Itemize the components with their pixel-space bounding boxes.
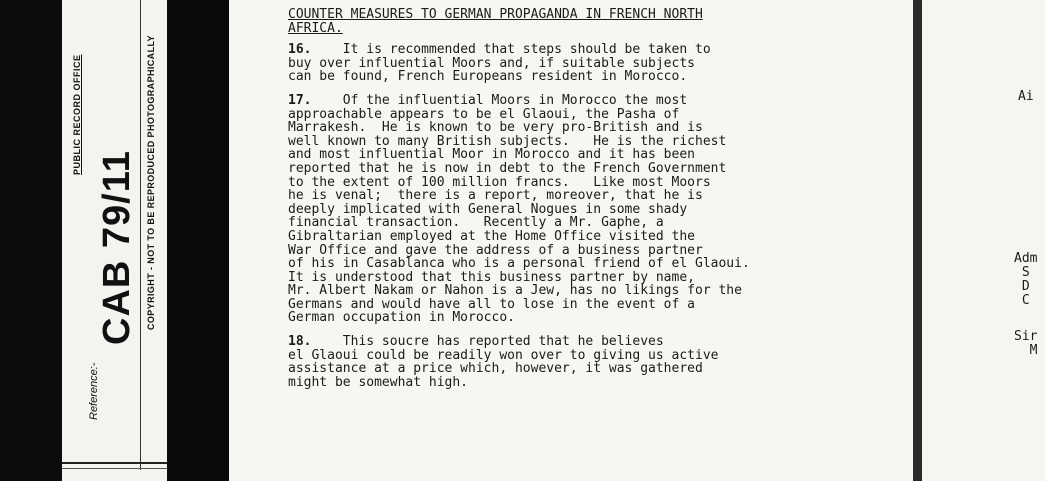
reference-label: Reference:- <box>88 362 100 420</box>
paragraph-number: 18. <box>288 334 312 350</box>
facing-page-fragment: Ai <box>1018 89 1034 104</box>
strip-rule-thin <box>62 468 167 469</box>
paragraph-number: 16. <box>288 42 312 58</box>
typed-document <box>288 8 908 399</box>
facing-page-fragment: Adm S D C <box>1014 251 1038 308</box>
facing-page-fragment: Sir M <box>1014 329 1038 358</box>
page-gutter <box>913 0 922 481</box>
paragraph-body: el Glaoui could be readily won over to giving us active assistance at a price which, however, it was gathered might be somewhat high. <box>288 347 719 390</box>
paragraph-16 <box>288 43 908 84</box>
reference-code: CAB 79/11 <box>96 150 138 345</box>
strip-rule <box>62 462 167 464</box>
paragraph-first-line: It is recommended that steps should be taken to <box>342 42 711 58</box>
facing-page <box>922 0 1045 481</box>
office-stamp: PUBLIC RECORD OFFICE <box>72 54 82 175</box>
paragraph-number: 17. <box>288 92 312 108</box>
paragraph-17 <box>288 94 908 325</box>
paragraph-body: buy over influential Moors and, if suitable subjects can be found, French Europeans resident in Morocco. <box>288 55 695 85</box>
paragraph-first-line: Of the influential Moors in Morocco the most <box>342 92 688 108</box>
document-heading: COUNTER MEASURES TO GERMAN PROPAGANDA IN FRENCH NORTH AFRICA. <box>288 7 703 36</box>
copyright-notice: COPYRIGHT - NOT TO BE REPRODUCED PHOTOGRAPHICALLY <box>146 35 156 330</box>
paragraph-first-line: This soucre has reported that he believes <box>342 334 664 350</box>
paragraph-body: approachable appears to be el Glaoui, the Pasha of Marrakesh. He is known to be very pro-British and is well known to many British subjects. He is the richest and most influential Moor in Morocco and it has been reported that he is now in debt to the French Government to the extent of 100 million francs. Like most Moors he is venal; there is a report, moreover, that he is deeply implicated with General Nogues in some shady financial transaction. Recently a Mr. Gaphe, a Gibraltarian employed at the Home Office visited the War Office and gave the address of a business partner of his in Casablanca who is a personal friend of el Glaoui. It is understood that this business partner by name, Mr. Albert Nakam or Nahon is a Jew, has no likings for the Germans and would have all to lose in the event of a German occupation in Morocco. <box>288 106 750 326</box>
scan-border-middle <box>167 0 229 481</box>
strip-divider <box>140 0 141 470</box>
paragraph-18 <box>288 335 908 389</box>
scan-border-left <box>0 0 62 481</box>
